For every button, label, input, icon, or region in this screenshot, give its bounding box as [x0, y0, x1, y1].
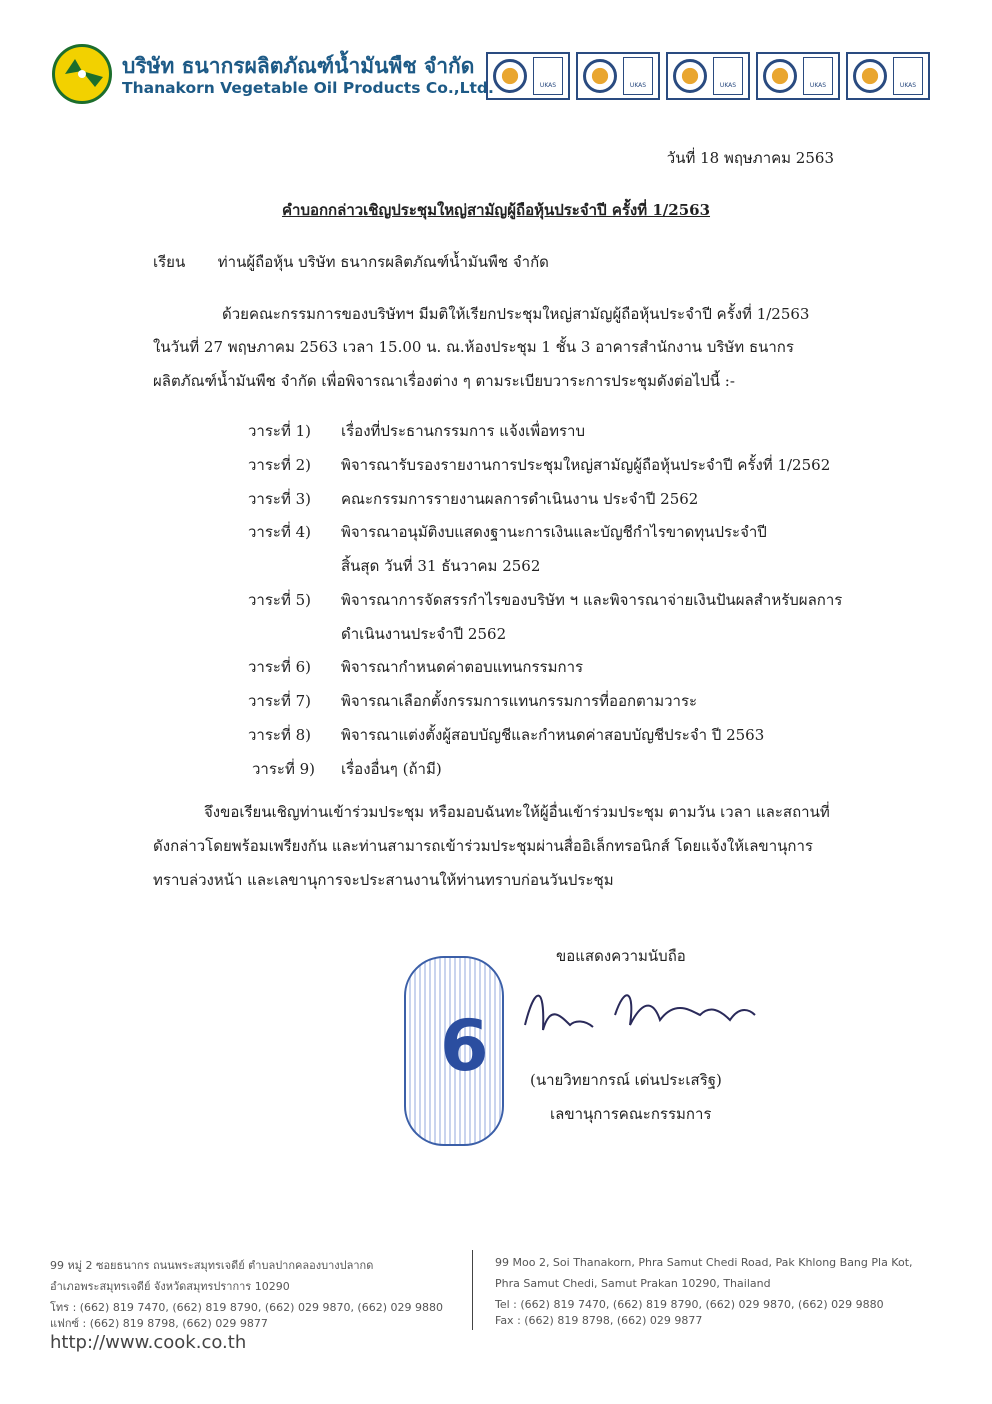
footer-address-thai: 99 หมู่ 2 ซอยธนากร ถนนพระสมุทรเจดีย์ ตำบลปากคลองบางปลากด [50, 1259, 374, 1272]
agenda-number: วาระที่ 7) [248, 692, 312, 710]
certification-badges [486, 52, 930, 100]
salutation-recipient: ท่านผู้ถือหุ้น บริษัท ธนากรผลิตภัณฑ์น้ำมันพืช จำกัด [217, 253, 549, 271]
agenda-item: พิจารณารับรองรายงานการประชุมใหญ่สามัญผู้ถือหุ้นประจำปี ครั้งที่ 1/2562 [341, 456, 831, 474]
agenda-number: วาระที่ 2) [248, 456, 312, 474]
footer-divider [472, 1250, 473, 1330]
website-link[interactable]: http://www.cook.co.th [50, 1332, 247, 1353]
regards: ขอแสดงความนับถือ [556, 947, 686, 965]
sgs-mark-icon [853, 59, 887, 93]
closing-line: ทราบล่วงหน้า และเลขานุการจะประสานงานให้ท่านทราบก่อนวันประชุม [153, 871, 614, 889]
agenda-number: วาระที่ 5) [248, 591, 312, 609]
intro-line: ด้วยคณะกรรมการของบริษัทฯ มีมติให้เรียกประชุมใหญ่สามัญผู้ถือหุ้นประจำปี ครั้งที่ 1/2563 [222, 305, 810, 323]
agenda-number: วาระที่ 1) [248, 422, 312, 440]
letter-title: คำบอกกล่าวเชิญประชุมใหญ่สามัญผู้ถือหุ้นประจำปี ครั้งที่ 1/2563 [281, 201, 711, 219]
footer-address-thai: อำเภอพระสมุทรเจดีย์ จังหวัดสมุทรปราการ 10290 [50, 1280, 290, 1293]
agenda-item: พิจารณาแต่งตั้งผู้สอบบัญชีและกำหนดค่าสอบบัญชีประจำ ปี 2563 [341, 726, 765, 744]
company-logo [52, 44, 112, 104]
agenda-item: เรื่องอื่นๆ (ถ้ามี) [341, 760, 442, 778]
footer-fax-english: Fax : (662) 819 8798, (662) 029 9877 [495, 1314, 703, 1327]
certification-badge [486, 52, 570, 100]
agenda-number: วาระที่ 6) [248, 658, 312, 676]
agenda-item-continuation: ดำเนินงานประจำปี 2562 [341, 625, 507, 643]
ukas-mark-icon: UKAS [803, 57, 833, 95]
sgs-mark-icon [763, 59, 797, 93]
signer-title: เลขานุการคณะกรรมการ [550, 1105, 712, 1123]
agenda-item: พิจารณาเลือกตั้งกรรมการแทนกรรมการที่ออกตามวาระ [341, 692, 698, 710]
salutation-label: เรียน [153, 253, 186, 271]
handwritten-signature [515, 975, 765, 1045]
footer-address-english: 99 Moo 2, Soi Thanakorn, Phra Samut Chedi Road, Pak Khlong Bang Pla Kot, [495, 1256, 913, 1269]
intro-line: ในวันที่ 27 พฤษภาคม 2563 เวลา 15.00 น. ณ.ห้องประชุม 1 ชั้น 3 อาคารสำนักงาน บริษัท ธนากร [153, 338, 794, 356]
agenda-number: วาระที่ 4) [248, 523, 312, 541]
ukas-mark-icon: UKAS [713, 57, 743, 95]
certification-badge [666, 52, 750, 100]
agenda-number: วาระที่ 9) [252, 760, 316, 778]
agenda-item: พิจารณาการจัดสรรกำไรของบริษัท ฯ และพิจารณาจ่ายเงินปันผลสำหรับผลการ [341, 591, 843, 609]
intro-line: ผลิตภัณฑ์น้ำมันพืช จำกัด เพื่อพิจารณาเรื่องต่าง ๆ ตามระเบียบวาระการประชุมดังต่อไปนี้ :- [153, 372, 735, 390]
footer-address-english: Phra Samut Chedi, Samut Prakan 10290, Thailand [495, 1277, 771, 1290]
letter-date: วันที่ 18 พฤษภาคม 2563 [666, 149, 834, 167]
ukas-mark-icon: UKAS [623, 57, 653, 95]
sgs-mark-icon [493, 59, 527, 93]
closing-line: ดังกล่าวโดยพร้อมเพรียงกัน และท่านสามารถเข้าร่วมประชุมผ่านสื่ออิเล็กทรอนิกส์ โดยแจ้งให้เลขานุการ [153, 837, 813, 855]
footer-phone-thai: โทร : (662) 819 7470, (662) 819 8790, (662) 029 9870, (662) 029 9880 [50, 1301, 443, 1314]
sgs-mark-icon [583, 59, 617, 93]
agenda-item: พิจารณาอนุมัติงบแสดงฐานะการเงินและบัญชีกำไรขาดทุนประจำปี [341, 523, 767, 541]
footer-phone-english: Tel : (662) 819 7470, (662) 819 8790, (662) 029 9870, (662) 029 9880 [495, 1298, 884, 1311]
agenda-item: คณะกรรมการรายงานผลการดำเนินงาน ประจำปี 2562 [341, 490, 699, 508]
company-name-english: Thanakorn Vegetable Oil Products Co.,Ltd. [122, 79, 494, 97]
signer-name: (นายวิทยากรณ์ เด่นประเสริฐ) [530, 1071, 722, 1089]
agenda-item-continuation: สิ้นสุด วันที่ 31 ธันวาคม 2562 [341, 557, 541, 575]
ukas-mark-icon: UKAS [533, 57, 563, 95]
logo-star-icon [55, 47, 109, 101]
certification-badge [576, 52, 660, 100]
agenda-item: เรื่องที่ประธานกรรมการ แจ้งเพื่อทราบ [341, 422, 585, 440]
closing-line: จึงขอเรียนเชิญท่านเข้าร่วมประชุม หรือมอบฉันทะให้ผู้อื่นเข้าร่วมประชุม ตามวัน เวลา และสถานที่ [204, 803, 830, 821]
seal-emblem-icon: 6 [440, 1005, 489, 1087]
sgs-mark-icon [673, 59, 707, 93]
certification-badge [756, 52, 840, 100]
agenda-number: วาระที่ 8) [248, 726, 312, 744]
agenda-number: วาระที่ 3) [248, 490, 312, 508]
ukas-mark-icon: UKAS [893, 57, 923, 95]
company-name-thai: บริษัท ธนากรผลิตภัณฑ์น้ำมันพืช จำกัด [122, 54, 475, 78]
agenda-item: พิจารณากำหนดค่าตอบแทนกรรมการ [341, 658, 584, 676]
salutation [153, 250, 549, 274]
footer-fax-thai: แฟกซ์ : (662) 819 8798, (662) 029 9877 [50, 1317, 268, 1330]
certification-badge [846, 52, 930, 100]
